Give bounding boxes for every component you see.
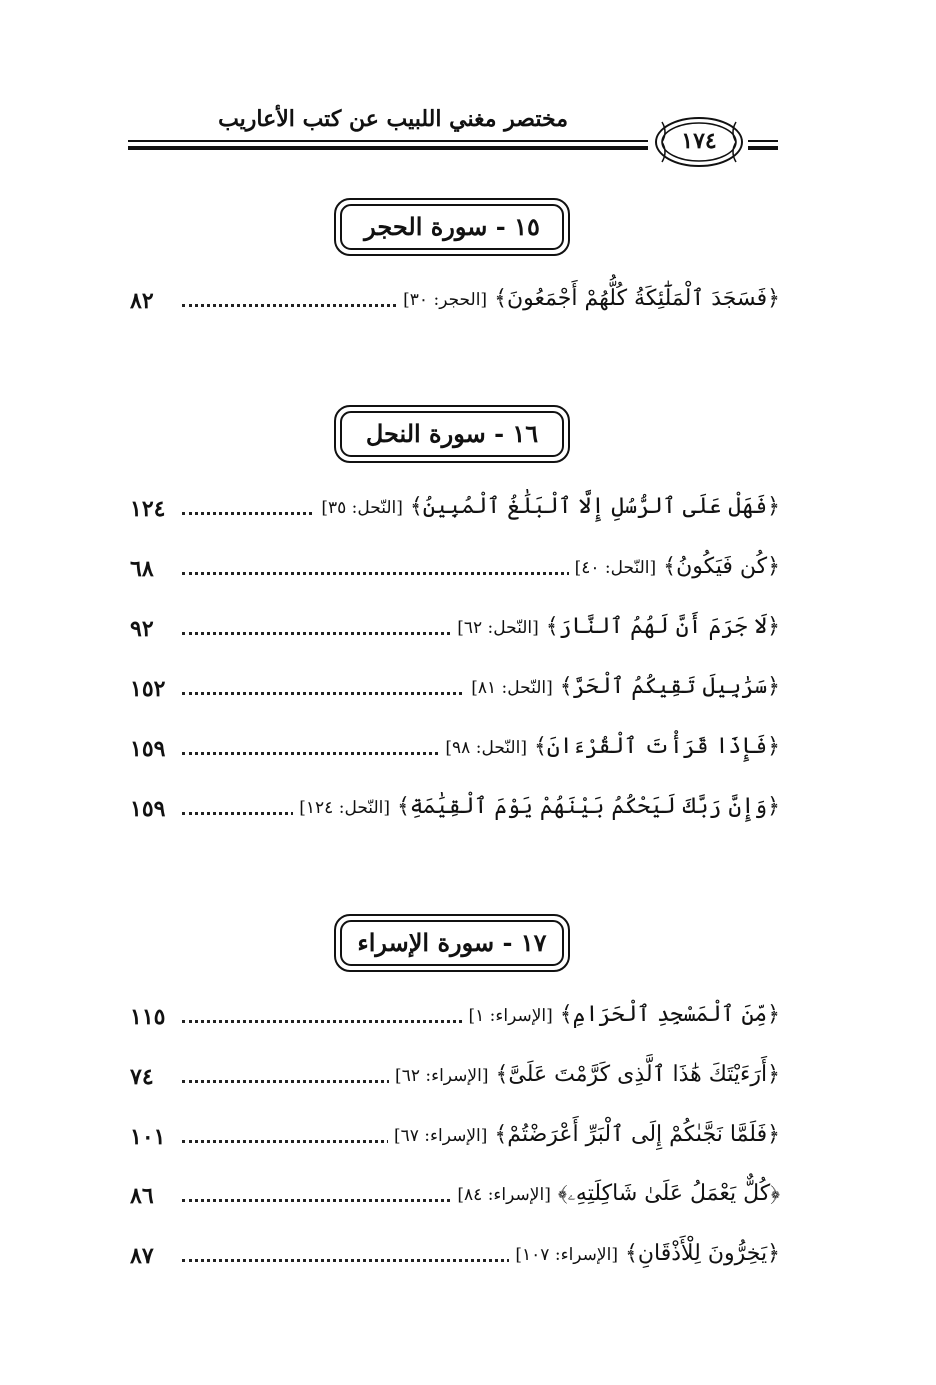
index-entry xyxy=(130,550,780,590)
verse-reference: [النّحل: ١٢٤] xyxy=(299,798,390,818)
verse-reference: [الإسراء: ٦٢] xyxy=(395,1066,489,1086)
entry-text xyxy=(388,1122,780,1147)
entry-page: ١٥٩ xyxy=(130,736,166,762)
verse-text: ﴿فَهَلْ عَلَى ٱلرُّسُلِ إِلَّا ٱلْبَلَٰغُ ٱلْمُبِينُ﴾ xyxy=(409,494,780,519)
entry-text xyxy=(439,734,780,759)
entry-page: ١٥٢ xyxy=(130,676,166,702)
index-entry xyxy=(130,998,780,1038)
entry-page: ٩٢ xyxy=(130,616,154,642)
verse-text: ﴿مِّنَ ٱلْمَسْجِدِ ٱلْحَرَامِ﴾ xyxy=(559,1002,780,1027)
verse-reference: [النّحل: ٨١] xyxy=(471,678,553,698)
index-entry xyxy=(130,610,780,650)
index-entry xyxy=(130,1118,780,1158)
verse-reference: [النّحل: ٤٠] xyxy=(574,558,657,578)
index-entry xyxy=(130,730,780,770)
surah-heading-17 xyxy=(334,914,570,972)
index-entry xyxy=(130,670,780,710)
entry-page: ٧٤ xyxy=(130,1064,154,1090)
entry-page: ٨٦ xyxy=(130,1183,154,1209)
entry-text xyxy=(509,1241,780,1266)
surah-heading-15 xyxy=(334,198,570,256)
entry-text xyxy=(293,794,780,819)
surah-title: ١٧ - سورة الإسراء xyxy=(357,928,547,957)
book-title: مختصر مغني اللبيب عن كتب الأعاريب xyxy=(218,106,568,132)
verse-reference: [النّحل: ٩٨] xyxy=(445,738,527,758)
verse-text: ﴿وَإِنَّ رَبَّكَ لَيَحْكُمُ بَيْنَهُمْ يَوْمَ ٱلْقِيَٰمَةِ﴾ xyxy=(396,794,780,819)
entry-page: ٨٧ xyxy=(130,1243,154,1269)
verse-reference: [الحجر: ٣٠] xyxy=(403,290,488,310)
verse-text: ﴿فَإِذَا قَرَأْتَ ٱلْقُرْءَانَ﴾ xyxy=(533,734,780,759)
verse-text: ﴿فَسَجَدَ ٱلْمَلَٰٓئِكَةُ كُلُّهُمْ أَجْمَعُونَ﴾ xyxy=(494,286,780,311)
verse-text: ﴿أَرَءَيْتَكَ هَٰذَا ٱلَّذِى كَرَّمْتَ عَلَىَّ﴾ xyxy=(495,1062,780,1087)
index-entry xyxy=(130,490,780,530)
surah-heading-16 xyxy=(334,405,570,463)
entry-text xyxy=(397,286,780,311)
index-entry xyxy=(130,1237,780,1277)
verse-text: ﴿فَلَمَّا نَجَّىٰكُمْ إِلَى ٱلْبَرِّ أَعْرَضْتُمْ﴾ xyxy=(494,1122,780,1147)
entry-page: ١٢٤ xyxy=(130,496,166,522)
entry-text xyxy=(462,1002,780,1027)
verse-reference: [النّحل: ٦٢] xyxy=(457,618,539,638)
verse-reference: [الإسراء: ٨٤] xyxy=(457,1185,551,1205)
verse-text: ﴿كُلٌّ يَعْمَلُ عَلَىٰ شَاكِلَتِهِۦ﴾ xyxy=(557,1181,780,1206)
entry-text xyxy=(389,1062,780,1087)
surah-title: ١٦ - سورة النحل xyxy=(365,419,539,448)
entry-page: ١١٥ xyxy=(130,1004,166,1030)
header-rule-right xyxy=(748,140,778,142)
page-number-badge xyxy=(654,116,744,168)
verse-reference: [الإسراء: ١٠٧] xyxy=(515,1245,618,1265)
entry-text xyxy=(451,614,780,639)
verse-text: ﴿كُن فَيَكُونُ﴾ xyxy=(663,554,780,579)
header-rule-right-thick xyxy=(748,146,778,150)
verse-text: ﴿سَرَٰبِيلَ تَقِيكُمُ ٱلْحَرَّ﴾ xyxy=(559,674,780,699)
verse-reference: [النّحل: ٣٥] xyxy=(321,498,403,518)
header-rule xyxy=(128,140,648,142)
verse-text: ﴿يَخِرُّونَ لِلْأَذْقَانِ﴾ xyxy=(624,1241,780,1266)
entry-page: ٨٢ xyxy=(130,288,154,314)
index-entry xyxy=(130,790,780,830)
running-header xyxy=(128,96,778,176)
page-number: ١٧٤ xyxy=(681,128,717,154)
entry-text xyxy=(315,494,780,519)
verse-reference: [الإسراء: ٦٧] xyxy=(393,1126,488,1146)
entry-text xyxy=(569,554,780,579)
entry-page: ١٠١ xyxy=(130,1124,166,1150)
entry-text xyxy=(451,1181,780,1206)
index-entry xyxy=(130,282,780,322)
verse-reference: [الإسراء: ١] xyxy=(468,1006,553,1026)
entry-page: ٦٨ xyxy=(130,556,154,582)
index-entry xyxy=(130,1177,780,1217)
entry-text xyxy=(465,674,780,699)
index-entry xyxy=(130,1058,780,1098)
header-rule-thick xyxy=(128,146,648,150)
entry-page: ١٥٩ xyxy=(130,796,166,822)
verse-text: ﴿لَا جَرَمَ أَنَّ لَهُمُ ٱلنَّارَ﴾ xyxy=(545,614,780,639)
surah-title: ١٥ - سورة الحجر xyxy=(364,212,540,241)
